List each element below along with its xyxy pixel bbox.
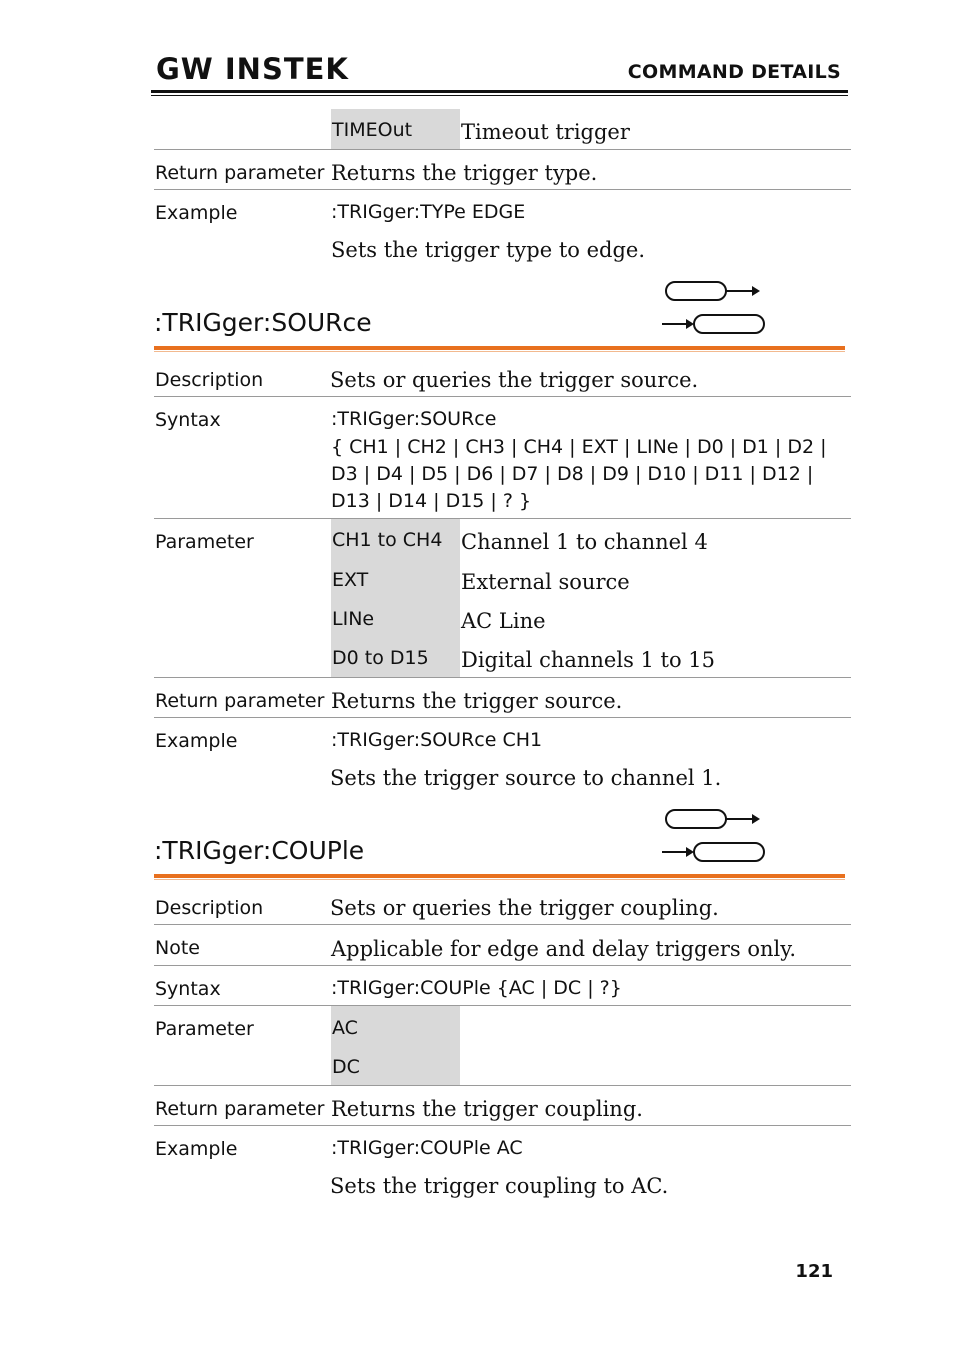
row-label-return: Return parameter bbox=[155, 162, 325, 184]
example-description: Sets the trigger source to channel 1. bbox=[330, 766, 722, 790]
row-label-parameter: Parameter bbox=[155, 531, 254, 553]
row-label-description: Description bbox=[155, 369, 264, 391]
return-text: Returns the trigger coupling. bbox=[331, 1097, 643, 1121]
syntax-line: :TRIGger:SOURce bbox=[331, 408, 497, 430]
section-title-source: :TRIGger:SOURce bbox=[154, 308, 372, 337]
set-query-icon bbox=[660, 808, 768, 866]
header-rule-thin bbox=[151, 95, 848, 96]
param-desc: AC Line bbox=[461, 609, 546, 633]
param-desc: Channel 1 to channel 4 bbox=[461, 530, 708, 554]
table-rule bbox=[154, 924, 851, 925]
param-desc: Timeout trigger bbox=[461, 120, 630, 144]
table-rule bbox=[154, 1005, 851, 1006]
header-rule bbox=[151, 90, 848, 93]
row-label-example: Example bbox=[155, 1138, 238, 1160]
param-code: AC bbox=[332, 1017, 358, 1039]
table-rule bbox=[154, 1085, 851, 1086]
example-command: :TRIGger:COUPle AC bbox=[331, 1137, 523, 1159]
row-label-description: Description bbox=[155, 897, 264, 919]
row-label-syntax: Syntax bbox=[155, 978, 221, 1000]
description-text: Sets or queries the trigger source. bbox=[330, 368, 699, 392]
section-rule-thin bbox=[154, 351, 845, 352]
section-rule bbox=[154, 874, 845, 878]
table-rule bbox=[154, 1125, 851, 1126]
row-label-syntax: Syntax bbox=[155, 409, 221, 431]
param-code: D0 to D15 bbox=[332, 647, 429, 669]
table-rule bbox=[154, 677, 851, 678]
description-text: Sets or queries the trigger coupling. bbox=[330, 896, 719, 920]
example-description: Sets the trigger coupling to AC. bbox=[330, 1174, 669, 1198]
table-rule bbox=[154, 518, 851, 519]
table-rule bbox=[154, 189, 851, 190]
param-desc: External source bbox=[461, 570, 630, 594]
row-label-return: Return parameter bbox=[155, 690, 325, 712]
syntax-line: D13 | D14 | D15 | ? } bbox=[331, 490, 532, 512]
param-code: CH1 to CH4 bbox=[332, 529, 443, 551]
return-text: Returns the trigger type. bbox=[331, 161, 598, 185]
table-rule bbox=[154, 717, 851, 718]
example-command: :TRIGger:SOURce CH1 bbox=[331, 729, 543, 751]
param-code: TIMEOut bbox=[332, 119, 413, 141]
return-text: Returns the trigger source. bbox=[331, 689, 623, 713]
set-query-icon bbox=[660, 280, 768, 338]
table-rule bbox=[154, 965, 851, 966]
row-label-note: Note bbox=[155, 937, 200, 959]
page-number: 121 bbox=[795, 1261, 833, 1282]
section-rule-thin bbox=[154, 879, 845, 880]
syntax-line: :TRIGger:COUPle {AC | DC | ?} bbox=[331, 977, 622, 999]
table-rule bbox=[154, 149, 851, 150]
row-label-return: Return parameter bbox=[155, 1098, 325, 1120]
param-desc: Digital channels 1 to 15 bbox=[461, 648, 716, 672]
note-text: Applicable for edge and delay triggers only. bbox=[331, 937, 797, 961]
section-title-couple: :TRIGger:COUPle bbox=[154, 836, 365, 865]
section-rule bbox=[154, 346, 845, 350]
row-label-example: Example bbox=[155, 202, 238, 224]
syntax-line: D3 | D4 | D5 | D6 | D7 | D8 | D9 | D10 | D11 | D12 | bbox=[331, 463, 814, 485]
example-description: Sets the trigger type to edge. bbox=[331, 238, 646, 262]
param-code: DC bbox=[332, 1056, 360, 1078]
row-label-parameter: Parameter bbox=[155, 1018, 254, 1040]
example-command: :TRIGger:TYPe EDGE bbox=[331, 201, 526, 223]
table-rule bbox=[154, 396, 851, 397]
param-code: LINe bbox=[332, 608, 375, 630]
row-label-example: Example bbox=[155, 730, 238, 752]
param-code: EXT bbox=[332, 569, 369, 591]
syntax-line: { CH1 | CH2 | CH3 | CH4 | EXT | LINe | D0 | D1 | D2 | bbox=[331, 436, 827, 458]
brand-logo: GW INSTEK bbox=[156, 52, 349, 86]
running-header: COMMAND DETAILS bbox=[627, 61, 841, 83]
